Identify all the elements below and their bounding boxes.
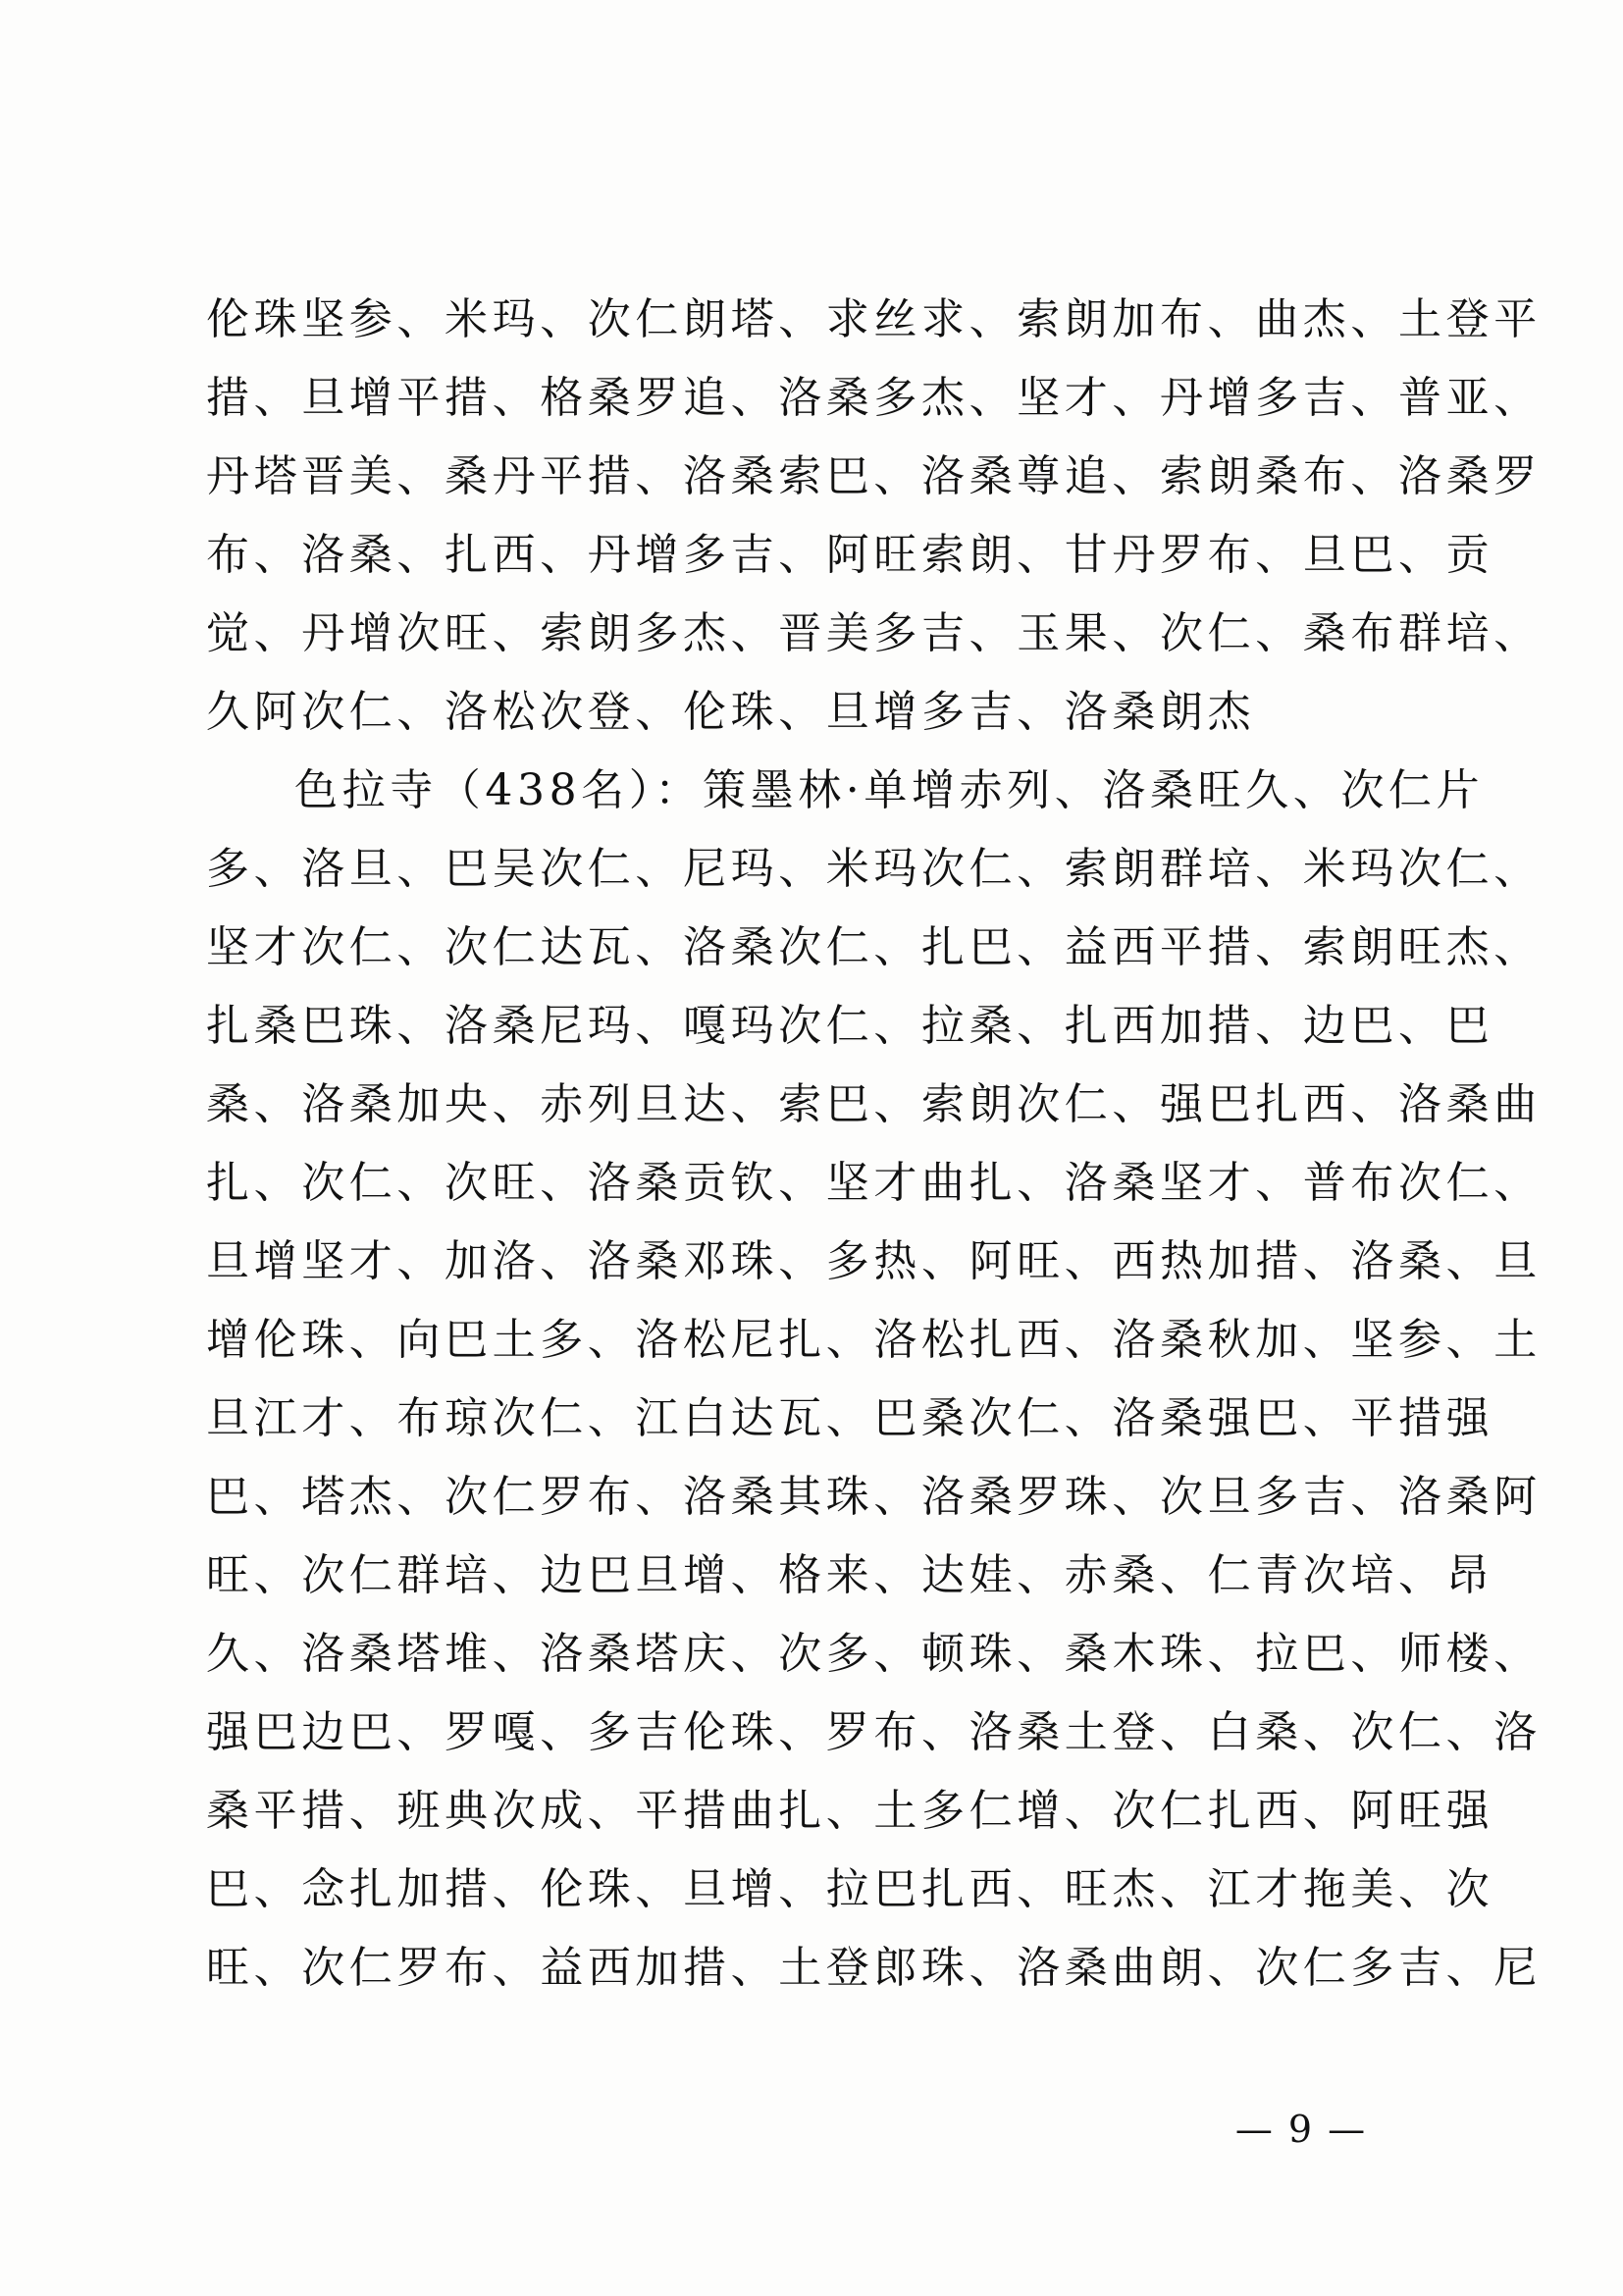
- page-number: — 9 —: [1234, 2108, 1368, 2151]
- text-line-21: 巴、念扎加措、伦珠、旦增、拉巴扎西、旺杰、江才拖美、次: [206, 1864, 1494, 1914]
- text-line-9: 坚才次仁、次仁达瓦、洛桑次仁、扎巴、益西平措、索朗旺杰、: [206, 922, 1542, 972]
- paragraph-heading-sera-monastery: 色拉寺（438名）：策墨林·单增赤列、洛桑旺久、次仁片: [294, 765, 1485, 815]
- text-line-13: 旦增坚才、加洛、洛桑邓珠、多热、阿旺、西热加措、洛桑、旦: [206, 1236, 1542, 1286]
- text-line-12: 扎、次仁、次旺、洛桑贡钦、坚才曲扎、洛桑坚才、普布次仁、: [206, 1158, 1542, 1208]
- text-line-5: 觉、丹增次旺、索朗多杰、晋美多吉、玉果、次仁、桑布群培、: [206, 608, 1542, 658]
- text-line-1: 伦珠坚参、米玛、次仁朗塔、求丝求、索朗加布、曲杰、土登平: [206, 294, 1542, 344]
- text-line-4: 布、洛桑、扎西、丹增多吉、阿旺索朗、甘丹罗布、旦巴、贡: [206, 530, 1494, 580]
- text-line-15: 旦江才、布琼次仁、江白达瓦、巴桑次仁、洛桑强巴、平措强: [206, 1393, 1494, 1443]
- text-line-11: 桑、洛桑加央、赤列旦达、索巴、索朗次仁、强巴扎西、洛桑曲: [206, 1079, 1542, 1129]
- text-line-20: 桑平措、班典次成、平措曲扎、土多仁增、次仁扎西、阿旺强: [206, 1786, 1494, 1836]
- text-line-2: 措、旦增平措、格桑罗追、洛桑多杰、坚才、丹增多吉、普亚、: [206, 373, 1542, 423]
- text-line-3: 丹塔晋美、桑丹平措、洛桑索巴、洛桑尊追、索朗桑布、洛桑罗: [206, 451, 1542, 501]
- text-line-10: 扎桑巴珠、洛桑尼玛、嘎玛次仁、拉桑、扎西加措、边巴、巴: [206, 1001, 1494, 1051]
- text-line-14: 增伦珠、向巴土多、洛松尼扎、洛松扎西、洛桑秋加、坚参、土: [206, 1315, 1542, 1365]
- text-line-6: 久阿次仁、洛松次登、伦珠、旦增多吉、洛桑朗杰: [206, 687, 1256, 737]
- text-line-8: 多、洛旦、巴吴次仁、尼玛、米玛次仁、索朗群培、米玛次仁、: [206, 844, 1542, 894]
- text-line-18: 久、洛桑塔堆、洛桑塔庆、次多、顿珠、桑木珠、拉巴、师楼、: [206, 1629, 1542, 1679]
- text-line-17: 旺、次仁群培、边巴旦增、格来、达娃、赤桑、仁青次培、昂: [206, 1550, 1494, 1600]
- text-line-19: 强巴边巴、罗嘎、多吉伦珠、罗布、洛桑土登、白桑、次仁、洛: [206, 1707, 1542, 1757]
- text-line-22: 旺、次仁罗布、益西加措、土登郎珠、洛桑曲朗、次仁多吉、尼: [206, 1943, 1542, 1993]
- text-line-16: 巴、塔杰、次仁罗布、洛桑其珠、洛桑罗珠、次旦多吉、洛桑阿: [206, 1472, 1542, 1522]
